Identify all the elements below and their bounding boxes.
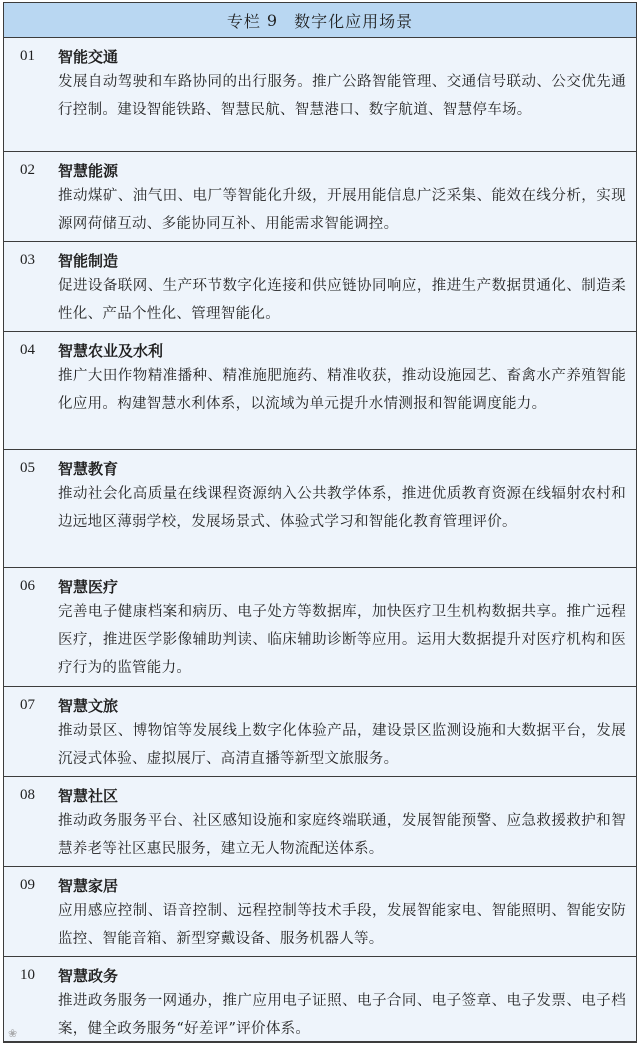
section-smart-agriculture-water <box>4 332 636 450</box>
section-body: 推动煤矿、油气田、电厂等智能化升级，开展用能信息广泛采集、能效在线分析，实现源网荷储互动、多能协同互补、用能需求智能调控。 <box>58 188 626 232</box>
section-body: 推动景区、博物馆等发展线上数字化体验产品，建设景区监测设施和大数据平台，发展沉浸式体验、虚拟展厅、高清直播等新型文旅服务。 <box>58 723 626 767</box>
section-smart-community <box>4 777 636 867</box>
section-body: 发展自动驾驶和车路协同的出行服务。推广公路智能管理、交通信号联动、公交优先通行控制。建设智能铁路、智慧民航、智慧港口、数字航道、智慧停车场。 <box>58 74 626 118</box>
section-title: 智慧社区 <box>58 786 119 805</box>
section-smart-energy <box>4 152 636 242</box>
section-body: 推进政务服务一网通办，推广应用电子证照、电子合同、电子签章、电子发票、电子档案，健全政务服务“好差评”评价体系。 <box>58 993 626 1037</box>
section-title: 智慧农业及水利 <box>58 341 164 360</box>
section-smart-manufacturing <box>4 242 636 332</box>
section-number: 10 <box>20 966 35 983</box>
box-header <box>4 3 636 38</box>
section-body: 完善电子健康档案和病历、电子处方等数据库，加快医疗卫生机构数据共享。推广远程医疗，推进医学影像辅助判读、临床辅助诊断等应用。运用大数据提升对医疗机构和医疗行为的监管能力。 <box>58 604 626 676</box>
section-title: 智能交通 <box>58 47 119 66</box>
section-number: 05 <box>20 459 35 476</box>
section-number: 04 <box>20 341 35 358</box>
watermark-logo: ❀ <box>8 1027 18 1040</box>
section-smart-government <box>4 957 636 1042</box>
section-title: 智慧政务 <box>58 966 119 985</box>
section-number: 08 <box>20 786 35 803</box>
section-body: 推动政务服务平台、社区感知设施和家庭终端联通，发展智能预警、应急救援救护和智慧养老等社区惠民服务，建立无人物流配送体系。 <box>58 813 626 857</box>
section-body: 推广大田作物精准播种、精准施肥施药、精准收获，推动设施园艺、畜禽水产养殖智能化应用。构建智慧水利体系，以流域为单元提升水情测报和智能调度能力。 <box>58 368 626 412</box>
section-title: 智慧教育 <box>58 459 119 478</box>
section-number: 09 <box>20 876 35 893</box>
section-title: 智能制造 <box>58 251 119 270</box>
section-title: 智慧文旅 <box>58 696 119 715</box>
header-label: 专栏 <box>226 11 261 31</box>
header-number: 9 <box>266 10 279 30</box>
section-body: 推动社会化高质量在线课程资源纳入公共教学体系，推进优质教育资源在线辐射农村和边远地区薄弱学校，发展场景式、体验式学习和智能化教育管理评价。 <box>58 486 626 530</box>
section-number: 06 <box>20 577 35 594</box>
section-title: 智慧家居 <box>58 876 119 895</box>
header-title: 数字化应用场景 <box>294 11 414 31</box>
section-title: 智慧能源 <box>58 161 119 180</box>
section-title: 智慧医疗 <box>58 577 119 596</box>
feature-box <box>3 2 637 1043</box>
section-number: 03 <box>20 251 35 268</box>
section-number: 01 <box>20 47 35 64</box>
section-body: 促进设备联网、生产环节数字化连接和供应链协同响应，推进生产数据贯通化、制造柔性化、产品个性化、管理智能化。 <box>58 278 626 322</box>
section-smart-home <box>4 867 636 957</box>
section-number: 07 <box>20 696 35 713</box>
section-smart-healthcare <box>4 568 636 687</box>
section-body: 应用感应控制、语音控制、远程控制等技术手段，发展智能家电、智能照明、智能安防监控、智能音箱、新型穿戴设备、服务机器人等。 <box>58 903 626 947</box>
section-smart-transport <box>4 38 636 152</box>
section-smart-culture-tourism <box>4 687 636 777</box>
section-number: 02 <box>20 161 35 178</box>
section-smart-education <box>4 450 636 568</box>
